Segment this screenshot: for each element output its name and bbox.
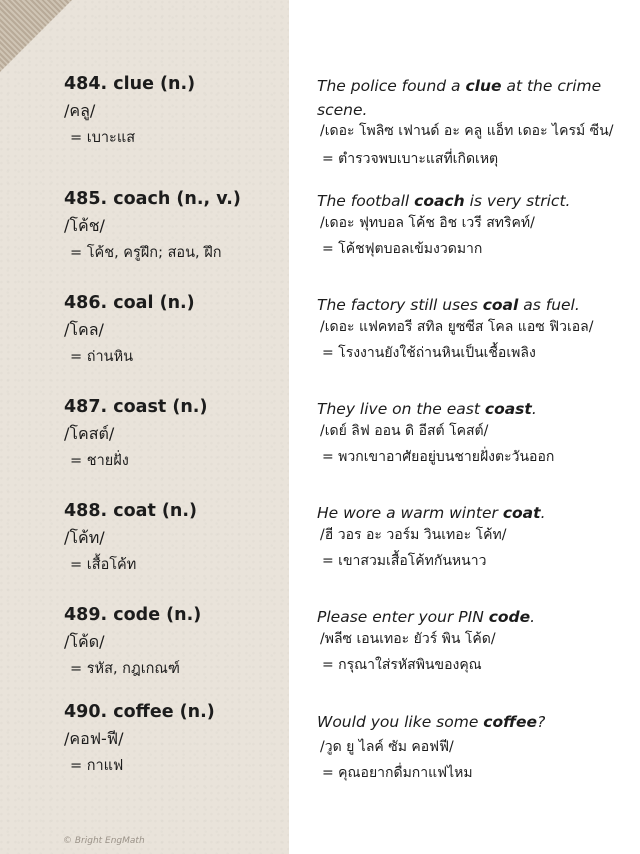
- vocab-word: 484. clue (n.): [64, 74, 196, 94]
- vocab-entry-490: [0, 702, 640, 798]
- example-keyword: coast: [484, 400, 532, 418]
- vocab-entry-485: [0, 189, 640, 285]
- vocab-word: 490. coffee (n.): [64, 702, 215, 722]
- example-sentence: The police found a clue at the crime scene.: [317, 77, 602, 119]
- vocab-meaning: = ถ่านหิน: [70, 349, 134, 365]
- example-keyword: coffee: [483, 713, 538, 731]
- example-pronunciation: /เดอะ ฟุทบอล โค้ช อิช เวรี สทริคท์/: [320, 215, 535, 231]
- example-keyword: coat: [502, 504, 541, 522]
- example-translation: = พวกเขาอาศัยอยู่บนชายฝั่งตะวันออก: [322, 449, 555, 465]
- example-translation: = โค้ชฟุตบอลเข้มงวดมาก: [322, 241, 483, 257]
- vocab-word: 485. coach (n., v.): [64, 189, 241, 209]
- vocab-meaning: = เสื้อโค้ท: [70, 557, 137, 573]
- example-keyword: coach: [414, 192, 465, 210]
- vocab-entry-488: [0, 501, 640, 597]
- vocab-entry-486: [0, 293, 640, 389]
- vocab-entry-487: [0, 397, 640, 493]
- vocab-meaning: = โค้ช, ครูฝึก; สอน, ฝึก: [70, 245, 222, 261]
- vocab-entry-484: [0, 74, 640, 170]
- vocab-pronunciation: /โค้ช/: [64, 216, 105, 235]
- example-sentence: They live on the east coast.: [317, 400, 537, 418]
- example-keyword: code: [488, 608, 531, 626]
- watermark: © Bright EngMath: [63, 836, 145, 846]
- example-translation: = โรงงานยังใช้ถ่านหินเป็นเชื้อเพลิง: [322, 345, 536, 361]
- example-translation: = คุณอยากดื่มกาแฟไหม: [322, 765, 473, 781]
- vocab-pronunciation: /คลู/: [64, 101, 96, 120]
- vocab-word: 488. coat (n.): [64, 501, 198, 521]
- vocab-word: 487. coast (n.): [64, 397, 208, 417]
- example-sentence: The factory still uses coal as fuel.: [317, 296, 580, 314]
- vocab-entry-489: [0, 605, 640, 701]
- vocab-meaning: = รหัส, กฎเกณฑ์: [70, 661, 180, 677]
- example-pronunciation: /เดอะ แฟคทอรี สทิล ยูซซีส โคล แอซ ฟิวเอล/: [320, 319, 594, 335]
- vocab-meaning: = กาแฟ: [70, 758, 124, 774]
- vocab-pronunciation: /โคล/: [64, 320, 104, 339]
- example-sentence: Would you like some coffee?: [317, 713, 546, 731]
- example-pronunciation: /เดย์ ลิฟ ออน ดิ อีสต์ โคสต์/: [320, 423, 489, 439]
- vocab-pronunciation: /โค้ด/: [64, 632, 105, 651]
- example-pronunciation: /ฮี วอร อะ วอร์ม วินเทอะ โค้ท/: [320, 527, 507, 543]
- vocab-pronunciation: /คอฟ-ฟี/: [64, 729, 124, 748]
- example-translation: = ตำรวจพบเบาะแสที่เกิดเหตุ: [322, 151, 499, 167]
- example-sentence: Please enter your PIN code.: [317, 608, 536, 626]
- example-sentence: The football coach is very strict.: [317, 192, 571, 210]
- example-pronunciation: /วูด ยู ไลค์ ซัม คอฟฟี/: [320, 739, 454, 755]
- example-pronunciation: /เดอะ โพลิซ เฟานด์ อะ คลู แอ็ท เดอะ ไครม์ ซีน/: [320, 123, 614, 139]
- vocab-pronunciation: /โคสต์/: [64, 424, 115, 443]
- vocab-meaning: = ชายฝั่ง: [70, 453, 129, 469]
- example-translation: = กรุณาใส่รหัสพินของคุณ: [322, 657, 482, 673]
- example-keyword: coal: [482, 296, 519, 314]
- example-keyword: clue: [465, 77, 502, 95]
- example-pronunciation: /พลีซ เอนเทอะ ยัวร์ พิน โค้ด/: [320, 631, 496, 647]
- paper-corner-decoration: [0, 0, 72, 72]
- vocab-pronunciation: /โค้ท/: [64, 528, 105, 547]
- vocab-meaning: = เบาะแส: [70, 130, 136, 146]
- vocab-word: 486. coal (n.): [64, 293, 195, 313]
- example-sentence: He wore a warm winter coat.: [317, 504, 546, 522]
- vocab-word: 489. code (n.): [64, 605, 202, 625]
- example-translation: = เขาสวมเสื้อโค้ทกันหนาว: [322, 553, 487, 569]
